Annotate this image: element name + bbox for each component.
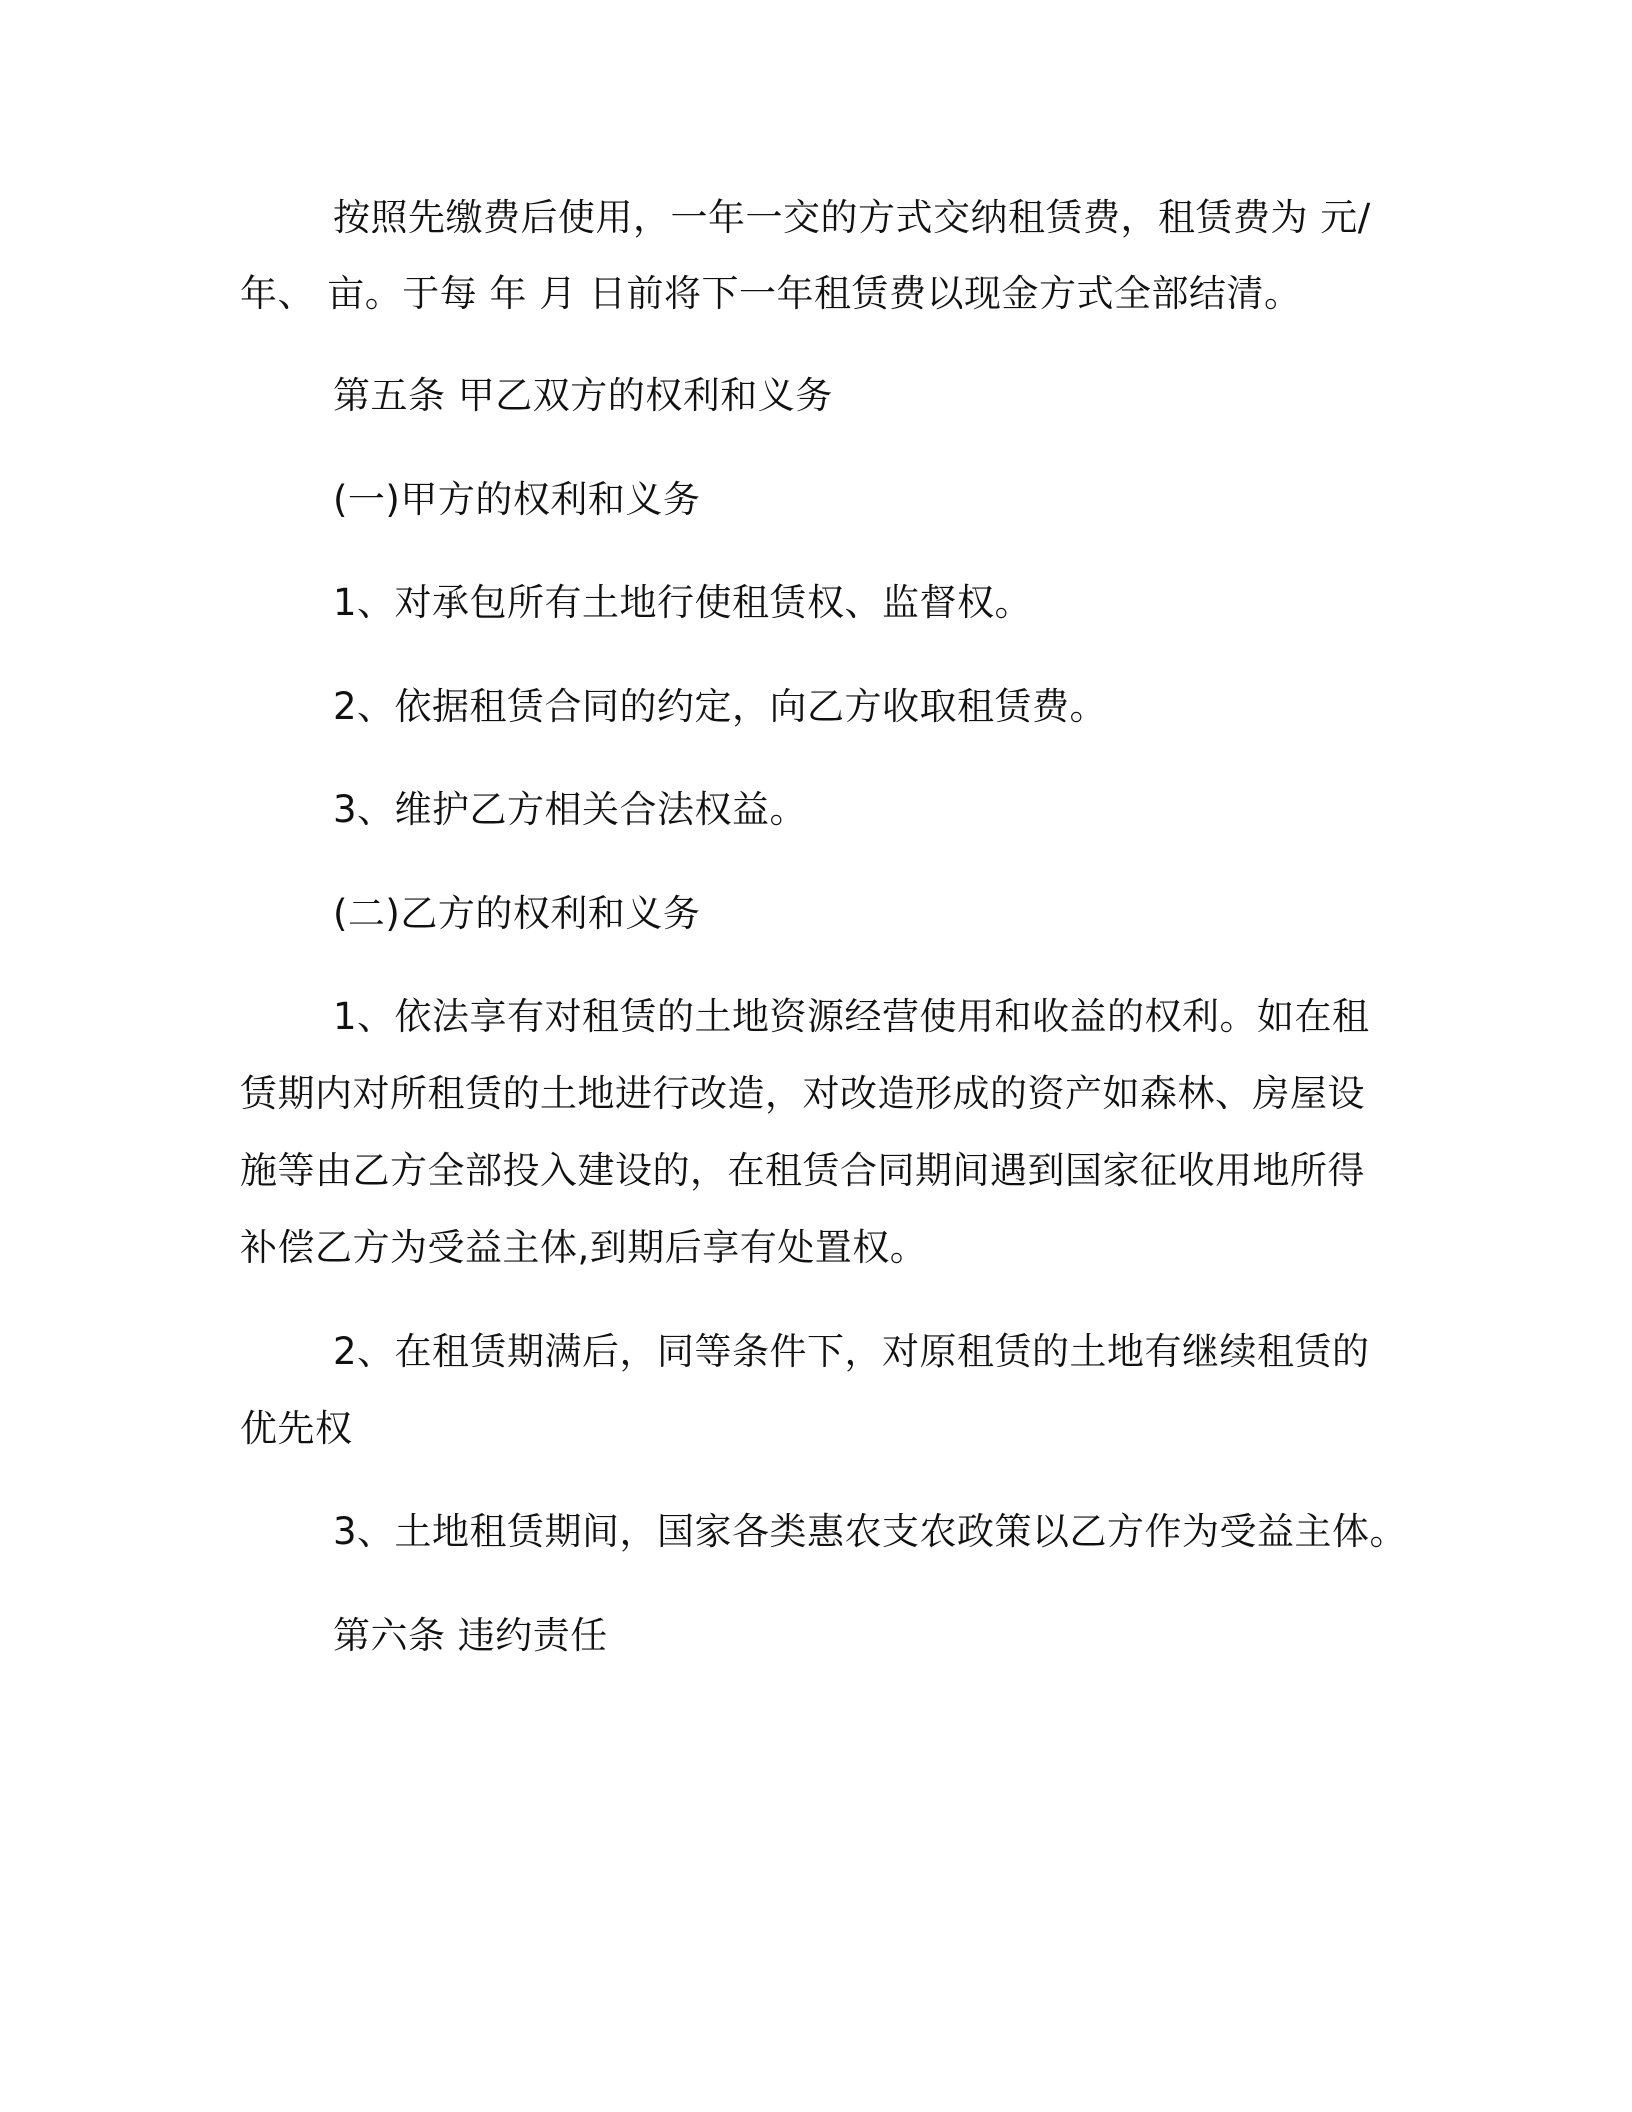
article-6-heading: 第六条 违约责任: [333, 1614, 608, 1657]
party-a-rights-heading: (一)甲方的权利和义务: [333, 478, 701, 521]
party-b-item-2-line-1: 2、在租赁期满后，同等条件下，对原租赁的土地有继续租赁的: [333, 1330, 1370, 1373]
party-b-rights-heading: (二)乙方的权利和义务: [333, 892, 701, 935]
party-a-item-2: 2、依据租赁合同的约定，向乙方收取租赁费。: [333, 685, 1108, 728]
party-b-item-1-line-4: 补偿乙方为受益主体,到期后享有处置权。: [240, 1226, 928, 1269]
party-b-item-1-line-2: 赁期内对所租赁的土地进行改造，对改造形成的资产如森林、房屋设: [240, 1072, 1365, 1115]
party-a-item-3: 3、维护乙方相关合法权益。: [333, 788, 808, 831]
party-b-item-3: 3、土地租赁期间，国家各类惠农支农政策以乙方作为受益主体。: [333, 1510, 1408, 1553]
party-a-item-1: 1、对承包所有土地行使租赁权、监督权。: [333, 581, 1033, 624]
party-b-item-2-line-2: 优先权: [240, 1407, 353, 1450]
party-b-item-1-line-3: 施等由乙方全部投入建设的，在租赁合同期间遇到国家征收用地所得: [240, 1149, 1365, 1192]
paragraph-payment-line-1: 按照先缴费后使用，一年一交的方式交纳租赁费，租赁费为 元/: [333, 196, 1371, 239]
paragraph-payment-line-2: 年、 亩。于每 年 月 日前将下一年租赁费以现金方式全部结清。: [240, 272, 1302, 315]
party-b-item-1-line-1: 1、依法享有对租赁的土地资源经营使用和收益的权利。如在租: [333, 995, 1370, 1038]
article-5-heading: 第五条 甲乙双方的权利和义务: [333, 374, 833, 417]
